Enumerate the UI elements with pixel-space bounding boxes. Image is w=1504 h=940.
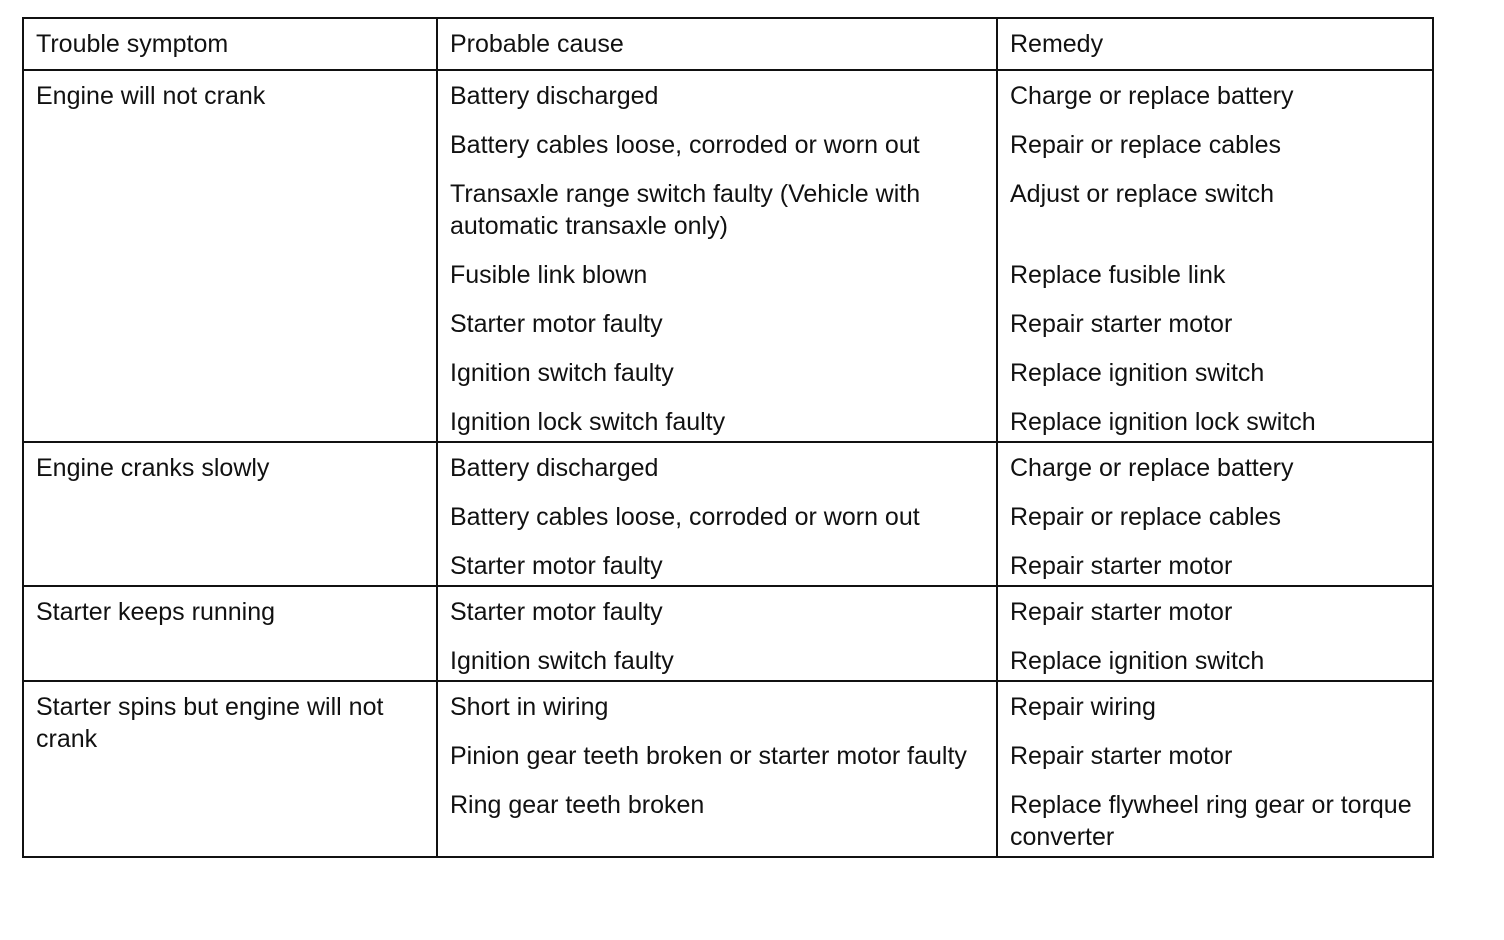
probable-cause: Starter motor faulty [450,598,663,626]
probable-cause: Battery discharged [450,82,659,110]
symptom-cell [23,586,437,681]
remedy: Replace flywheel ring gear or torque converter [1010,791,1412,851]
remedy: Repair starter motor [1010,598,1233,626]
probable-cause: Short in wiring [450,693,609,721]
remedy: Repair or replace cables [1010,503,1281,531]
trouble-symptom: Starter spins but engine will not crank [36,693,384,753]
remedy-cell [997,70,1433,442]
probable-cause: Battery cables loose, corroded or worn out [450,131,920,159]
trouble-symptom: Engine will not crank [36,82,266,110]
header-probable-cause: Probable cause [437,18,997,70]
trouble-symptom: Engine cranks slowly [36,454,270,482]
cause-cell [437,70,997,442]
probable-cause: Ignition switch faulty [450,647,674,675]
header-trouble-symptom: Trouble symptom [23,18,437,70]
table-row [23,70,1433,442]
remedy: Adjust or replace switch [1010,180,1275,208]
header-remedy: Remedy [997,18,1433,70]
probable-cause: Ignition lock switch faulty [450,408,726,436]
remedy: Repair wiring [1010,693,1156,721]
table-row [23,442,1433,586]
probable-cause: Battery discharged [450,454,659,482]
probable-cause: Ring gear teeth broken [450,791,705,819]
remedy: Charge or replace battery [1010,454,1294,482]
troubleshooting-table [22,17,1434,858]
symptom-cell [23,70,437,442]
remedy: Repair starter motor [1010,742,1233,770]
remedy: Replace fusible link [1010,261,1226,289]
probable-cause: Pinion gear teeth broken or starter motor faulty [450,742,967,770]
remedy: Repair starter motor [1010,552,1233,580]
remedy: Repair or replace cables [1010,131,1281,159]
trouble-symptom: Starter keeps running [36,598,276,626]
symptom-cell [23,442,437,586]
remedy: Charge or replace battery [1010,82,1294,110]
probable-cause: Starter motor faulty [450,552,663,580]
remedy: Replace ignition switch [1010,647,1265,675]
probable-cause: Ignition switch faulty [450,359,674,387]
remedy: Repair starter motor [1010,310,1233,338]
remedy: Replace ignition lock switch [1010,408,1316,436]
remedy-cell [997,681,1433,857]
probable-cause: Starter motor faulty [450,310,663,338]
table-row [23,681,1433,857]
symptom-cell [23,681,437,857]
probable-cause: Battery cables loose, corroded or worn out [450,503,920,531]
table-header-row [23,18,1433,70]
table-row [23,586,1433,681]
remedy: Replace ignition switch [1010,359,1265,387]
remedy-cell [997,442,1433,586]
probable-cause: Fusible link blown [450,261,648,289]
cause-cell [437,681,997,857]
cause-cell [437,586,997,681]
cause-cell [437,442,997,586]
remedy-cell [997,586,1433,681]
probable-cause: Transaxle range switch faulty (Vehicle with automatic transaxle only) [450,180,921,240]
